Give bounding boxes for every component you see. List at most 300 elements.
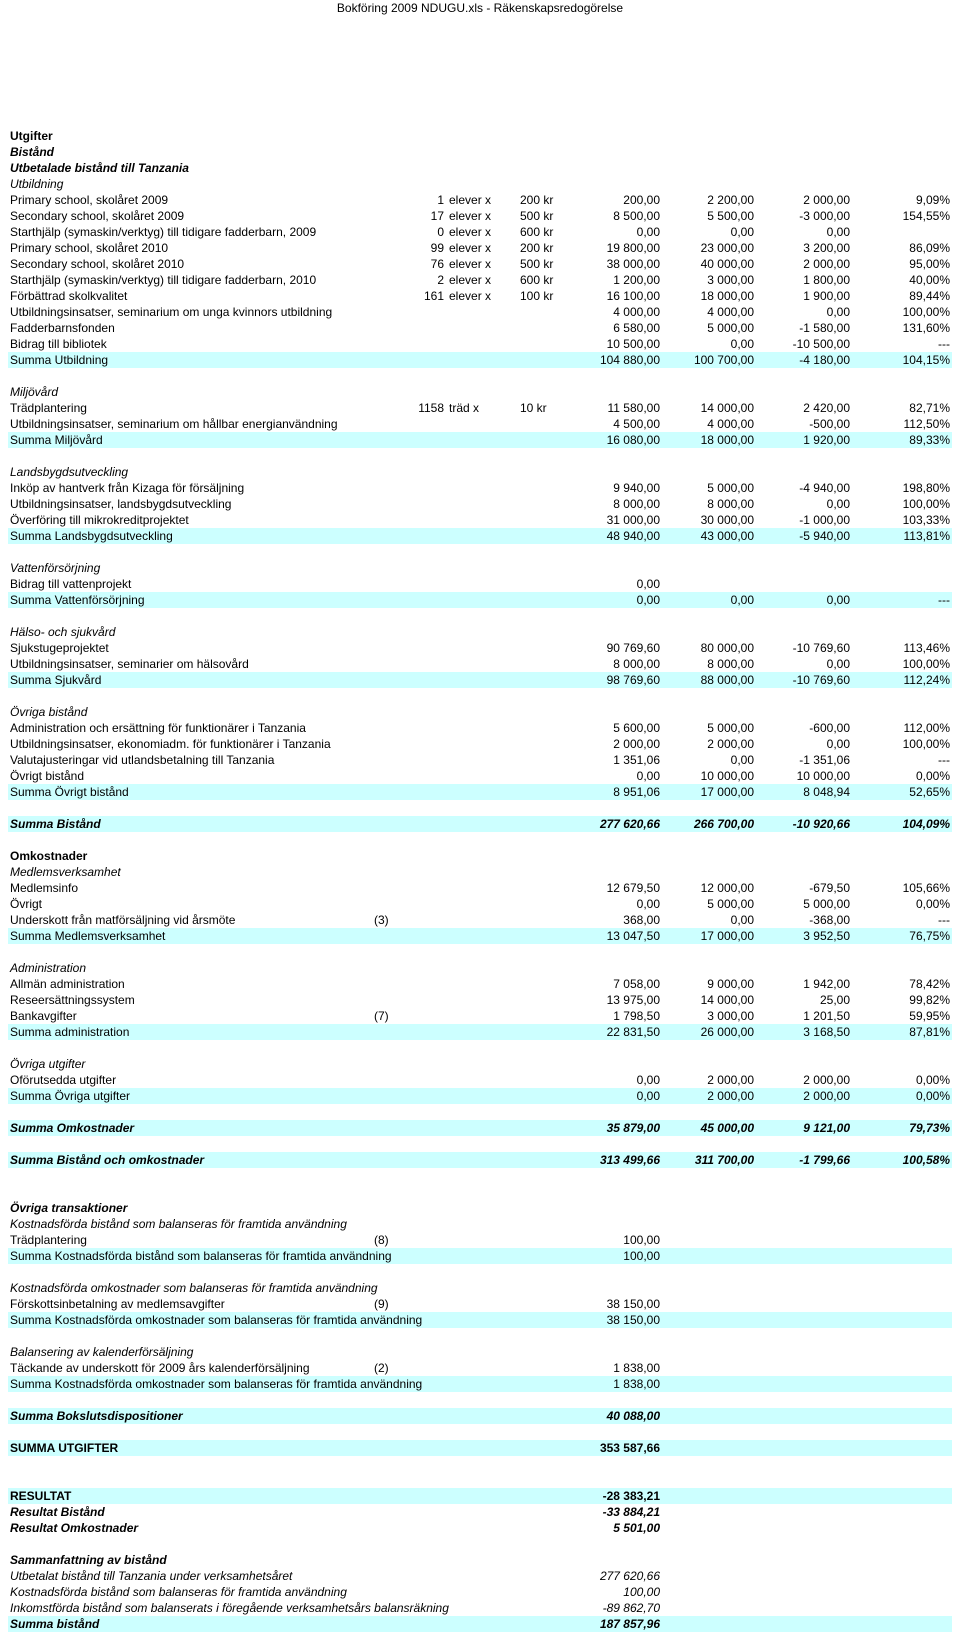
spacer-row <box>8 800 952 816</box>
row-difference: -1 580,00 <box>799 321 850 335</box>
row-label: Summa Kostnadsförda omkostnader som balanseras för framtida användning <box>10 1377 423 1391</box>
row-outcome: -28 383,21 <box>602 1489 660 1503</box>
row-percent: 100,00% <box>902 497 950 511</box>
row-percent: 113,46% <box>903 641 950 655</box>
row-budget: 5 000,00 <box>707 321 754 335</box>
ledger-row <box>8 160 952 176</box>
row-outcome: 40 088,00 <box>606 1409 660 1423</box>
ledger-row <box>8 656 952 672</box>
spacer-row <box>8 688 952 704</box>
row-outcome: 0,00 <box>636 897 660 911</box>
row-label: Utbildningsinsatser, seminarium om hållbar energianvändning <box>10 417 338 431</box>
row-outcome: 38 150,00 <box>606 1297 660 1311</box>
row-percent: 100,00% <box>902 305 950 319</box>
row-difference: 9 121,00 <box>803 1121 850 1135</box>
row-difference: -368,00 <box>809 913 850 927</box>
row-label: Bidrag till bibliotek <box>10 337 107 351</box>
ledger-row <box>8 1296 952 1312</box>
row-budget: 40 000,00 <box>700 257 754 271</box>
row-outcome: 6 580,00 <box>613 321 660 335</box>
ledger-row <box>8 1520 952 1536</box>
row-outcome: 4 000,00 <box>613 305 660 319</box>
row-label: Övriga transaktioner <box>10 1201 128 1215</box>
ledger-row <box>8 272 952 288</box>
ledger-row <box>8 1200 952 1216</box>
row-label: Secondary school, skolåret 2010 <box>10 257 185 271</box>
ledger-row <box>8 720 952 736</box>
row-unit: träd x <box>449 401 480 415</box>
row-budget: 3 000,00 <box>707 273 754 287</box>
row-outcome: 8 000,00 <box>613 497 660 511</box>
row-budget: 30 000,00 <box>700 513 754 527</box>
row-label: Bankavgifter <box>10 1009 77 1023</box>
row-outcome: 1 200,00 <box>613 273 660 287</box>
row-percent: 100,00% <box>902 657 950 671</box>
row-quantity: 76 <box>430 257 444 271</box>
row-outcome: 0,00 <box>636 593 660 607</box>
row-percent: --- <box>938 753 950 767</box>
row-label: Administration och ersättning för funktionärer i Tanzania <box>10 721 306 735</box>
ledger-row <box>8 880 952 896</box>
row-label: Resultat Omkostnader <box>10 1521 139 1535</box>
summary-row <box>8 1440 952 1456</box>
row-label: RESULTAT <box>10 1489 72 1503</box>
spacer-row <box>8 832 952 848</box>
row-percent: 87,81% <box>909 1025 950 1039</box>
row-budget: 266 700,00 <box>693 817 754 831</box>
summary-row <box>8 928 952 944</box>
row-difference: 1 800,00 <box>803 273 850 287</box>
row-label: Utbildningsinsatser, ekonomiadm. för funktionärer i Tanzania <box>10 737 331 751</box>
row-budget: 8 000,00 <box>707 497 754 511</box>
row-label: Utgifter <box>10 129 53 143</box>
ledger-row <box>8 256 952 272</box>
row-outcome: 35 879,00 <box>606 1121 660 1135</box>
row-budget: 2 000,00 <box>707 1089 754 1103</box>
row-label: Utbildningsinsatser, seminarier om hälsovård <box>10 657 249 671</box>
row-label: Kostnadsförda omkostnader som balanseras för framtida användning <box>10 1281 378 1295</box>
summary-row <box>8 1312 952 1328</box>
row-percent: 112,50% <box>903 417 950 431</box>
ledger-row <box>8 192 952 208</box>
row-difference: -1 799,66 <box>799 1153 850 1167</box>
row-outcome: 90 769,60 <box>606 641 660 655</box>
row-label: Underskott från matförsäljning vid årsmöte <box>10 913 236 927</box>
ledger-row <box>8 976 952 992</box>
row-quantity: 2 <box>437 273 444 287</box>
row-outcome: 313 499,66 <box>599 1153 660 1167</box>
row-percent: 86,09% <box>909 241 950 255</box>
row-budget: 2 000,00 <box>707 737 754 751</box>
row-label: Summa bistånd <box>10 1617 100 1631</box>
row-label: Summa administration <box>10 1025 130 1039</box>
ledger-row <box>8 768 952 784</box>
row-budget: 23 000,00 <box>700 241 754 255</box>
row-label: Administration <box>10 961 87 975</box>
row-label: Täckande av underskott för 2009 års kalenderförsäljning <box>10 1361 310 1375</box>
row-quantity: 99 <box>430 241 444 255</box>
summary-row <box>8 528 952 544</box>
row-outcome: 19 800,00 <box>606 241 660 255</box>
spacer-row <box>8 1184 952 1200</box>
row-label: Allmän administration <box>10 977 125 991</box>
row-budget: 5 500,00 <box>707 209 754 223</box>
row-outcome: 8 500,00 <box>613 209 660 223</box>
row-note: (2) <box>374 1361 389 1375</box>
row-percent: 89,44% <box>909 289 950 303</box>
row-percent: 95,00% <box>909 257 950 271</box>
ledger-row <box>8 176 952 192</box>
ledger-row <box>8 1232 952 1248</box>
row-label: Utbetalade bistånd till Tanzania <box>10 161 189 175</box>
row-quantity: 1 <box>437 193 444 207</box>
row-budget: 18 000,00 <box>700 433 754 447</box>
row-percent: --- <box>938 593 950 607</box>
row-difference: -679,50 <box>809 881 850 895</box>
row-label: Trädplantering <box>10 401 87 415</box>
row-label: Summa Bistånd och omkostnader <box>10 1153 205 1167</box>
spacer-row <box>8 1456 952 1472</box>
row-difference: 0,00 <box>826 497 850 511</box>
summary-row <box>8 352 952 368</box>
ledger-row <box>8 128 952 144</box>
ledger-row <box>8 960 952 976</box>
row-difference: -1 000,00 <box>799 513 850 527</box>
row-outcome: 10 500,00 <box>606 337 660 351</box>
spacer-row <box>8 1104 952 1120</box>
row-difference: 2 000,00 <box>803 257 850 271</box>
row-unit: elever x <box>449 289 492 303</box>
ledger-row <box>8 400 952 416</box>
row-budget: 2 200,00 <box>707 193 754 207</box>
row-label: Inkomstförda bistånd som balanserats i föregående verksamhetsårs balansräkning <box>10 1601 449 1615</box>
spacer-row <box>8 1264 952 1280</box>
row-budget: 18 000,00 <box>700 289 754 303</box>
row-outcome: 48 940,00 <box>606 529 660 543</box>
row-difference: 0,00 <box>826 593 850 607</box>
row-unit: elever x <box>449 257 492 271</box>
row-label: Förbättrad skolkvalitet <box>10 289 128 303</box>
row-budget: 0,00 <box>730 593 754 607</box>
row-outcome: 100,00 <box>623 1233 660 1247</box>
row-budget: 3 000,00 <box>707 1009 754 1023</box>
row-label: Summa Bokslutsdispositioner <box>10 1409 183 1423</box>
summary-row <box>8 432 952 448</box>
row-quantity: 0 <box>437 225 444 239</box>
row-budget: 0,00 <box>730 913 754 927</box>
ledger-row <box>8 208 952 224</box>
row-outcome: 38 150,00 <box>606 1313 660 1327</box>
row-percent: 0,00% <box>915 1073 950 1087</box>
ledger-row <box>8 512 952 528</box>
row-label: Summa Kostnadsförda bistånd som balanseras för framtida användning <box>10 1249 392 1263</box>
row-percent: 0,00% <box>915 1089 950 1103</box>
row-outcome: -33 884,21 <box>602 1505 660 1519</box>
ledger-row <box>8 1600 952 1616</box>
row-outcome: 5 600,00 <box>613 721 660 735</box>
ledger-row <box>8 144 952 160</box>
row-budget: 0,00 <box>730 337 754 351</box>
row-difference: 0,00 <box>826 657 850 671</box>
row-label: Summa Bistånd <box>10 817 101 831</box>
row-outcome: 277 620,66 <box>599 1569 660 1583</box>
ledger-row <box>8 416 952 432</box>
spacer-row <box>8 1392 952 1408</box>
row-quantity: 161 <box>423 289 444 303</box>
row-label: Primary school, skolåret 2009 <box>10 193 169 207</box>
row-difference: -4 940,00 <box>799 481 850 495</box>
row-difference: 5 000,00 <box>803 897 850 911</box>
row-label: Summa Utbildning <box>10 353 109 367</box>
summary-row <box>8 1152 952 1168</box>
row-budget: 311 700,00 <box>694 1153 754 1167</box>
row-budget: 80 000,00 <box>700 641 754 655</box>
row-label: Förskottsinbetalning av medlemsavgifter <box>10 1297 225 1311</box>
ledger-row <box>8 624 952 640</box>
row-difference: 10 000,00 <box>796 769 850 783</box>
row-percent: 105,66% <box>902 881 950 895</box>
row-outcome: 8 000,00 <box>613 657 660 671</box>
row-label: Valutajusteringar vid utlandsbetalning till Tanzania <box>10 753 275 767</box>
row-label: Summa Medlemsverksamhet <box>10 929 166 943</box>
document-header <box>0 0 960 16</box>
row-budget: 0,00 <box>730 225 754 239</box>
row-percent: 103,33% <box>902 513 950 527</box>
ledger-row <box>8 864 952 880</box>
row-label: Summa Kostnadsförda omkostnader som balanseras för framtida användning <box>10 1313 423 1327</box>
row-percent: 198,80% <box>902 481 950 495</box>
row-label: Omkostnader <box>10 849 88 863</box>
row-difference: 25,00 <box>819 993 850 1007</box>
ledger-row <box>8 480 952 496</box>
row-label: Oförutsedda utgifter <box>10 1073 117 1087</box>
row-label: Miljövård <box>10 385 59 399</box>
ledger-row <box>8 848 952 864</box>
ledger-row <box>8 1072 952 1088</box>
row-percent: 100,58% <box>902 1153 950 1167</box>
row-percent: 52,65% <box>909 785 950 799</box>
spacer-row <box>8 112 952 128</box>
row-outcome: 13 975,00 <box>606 993 660 1007</box>
row-difference: 8 048,94 <box>803 785 850 799</box>
row-percent: 154,55% <box>902 209 950 223</box>
row-label: Summa Övriga utgifter <box>10 1089 131 1103</box>
row-outcome: 0,00 <box>636 769 660 783</box>
summary-row <box>8 784 952 800</box>
row-budget: 14 000,00 <box>700 401 754 415</box>
row-outcome: -89 862,70 <box>602 1601 660 1615</box>
row-difference: 3 952,50 <box>803 929 850 943</box>
spacer-row <box>8 1328 952 1344</box>
row-label: Summa Omkostnader <box>10 1121 135 1135</box>
row-label: Summa Vattenförsörjning <box>10 593 145 607</box>
row-percent: 59,95% <box>909 1009 950 1023</box>
ledger-row <box>8 1216 952 1232</box>
row-budget: 4 000,00 <box>707 417 754 431</box>
spacer-row <box>8 1472 952 1488</box>
spacer-row <box>8 1536 952 1552</box>
row-unit-price: 200 kr <box>520 241 554 255</box>
spacer-row <box>8 1136 952 1152</box>
row-budget: 5 000,00 <box>707 481 754 495</box>
row-label: Övrigt <box>10 897 43 911</box>
row-outcome: 98 769,60 <box>606 673 660 687</box>
row-percent: 79,73% <box>909 1121 950 1135</box>
row-unit: elever x <box>449 273 492 287</box>
spacer-row <box>8 1424 952 1440</box>
row-label: Summa Sjukvård <box>10 673 102 687</box>
ledger-row <box>8 240 952 256</box>
ledger-row <box>8 560 952 576</box>
row-outcome: 2 000,00 <box>613 737 660 751</box>
row-label: Övriga bistånd <box>10 705 88 719</box>
row-label: Bidrag till vattenprojekt <box>10 577 132 591</box>
row-difference: 1 900,00 <box>803 289 850 303</box>
row-difference: 0,00 <box>826 225 850 239</box>
ledger-row <box>8 1280 952 1296</box>
ledger-row <box>8 896 952 912</box>
row-label: Summa Landsbygdsutveckling <box>10 529 173 543</box>
row-budget: 8 000,00 <box>707 657 754 671</box>
spacer-row <box>8 608 952 624</box>
row-outcome: 16 080,00 <box>606 433 660 447</box>
row-label: Överföring till mikrokreditprojektet <box>10 513 189 527</box>
row-label: Starthjälp (symaskin/verktyg) till tidigare fadderbarn, 2010 <box>10 273 317 287</box>
spacer-row <box>8 448 952 464</box>
row-percent: --- <box>938 913 950 927</box>
row-difference: -4 180,00 <box>799 353 850 367</box>
row-label: SUMMA UTGIFTER <box>10 1441 119 1455</box>
row-label: Vattenförsörjning <box>10 561 101 575</box>
ledger-row <box>8 1056 952 1072</box>
row-percent: 0,00% <box>915 897 950 911</box>
summary-row <box>8 1024 952 1040</box>
row-outcome: 1 838,00 <box>613 1377 660 1391</box>
row-budget: 5 000,00 <box>707 721 754 735</box>
row-difference: 1 942,00 <box>803 977 850 991</box>
summary-row <box>8 1488 952 1504</box>
summary-row <box>8 592 952 608</box>
row-outcome: 0,00 <box>636 577 660 591</box>
row-budget: 17 000,00 <box>700 929 754 943</box>
ledger-row <box>8 704 952 720</box>
row-label: Utbildningsinsatser, landsbygdsutveckling <box>10 497 232 511</box>
row-outcome: 22 831,50 <box>606 1025 660 1039</box>
row-unit-price: 10 kr <box>520 401 547 415</box>
ledger-row <box>8 320 952 336</box>
ledger-row <box>8 1552 952 1568</box>
ledger-row <box>8 576 952 592</box>
row-budget: 4 000,00 <box>707 305 754 319</box>
row-percent: 0,00% <box>915 769 950 783</box>
ledger-row <box>8 288 952 304</box>
row-outcome: 9 940,00 <box>613 481 660 495</box>
row-budget: 43 000,00 <box>700 529 754 543</box>
row-outcome: 4 500,00 <box>613 417 660 431</box>
row-note: (9) <box>374 1297 389 1311</box>
row-percent: 112,00% <box>903 721 950 735</box>
row-budget: 12 000,00 <box>700 881 754 895</box>
row-label: Trädplantering <box>10 1233 87 1247</box>
summary-row <box>8 1408 952 1424</box>
row-label: Balansering av kalenderförsäljning <box>10 1345 194 1359</box>
row-difference: -500,00 <box>809 417 850 431</box>
ledger-row <box>8 912 952 928</box>
row-budget: 14 000,00 <box>700 993 754 1007</box>
row-budget: 5 000,00 <box>707 897 754 911</box>
row-outcome: 11 580,00 <box>607 401 660 415</box>
row-outcome: 187 857,96 <box>599 1617 660 1631</box>
row-percent: 113,81% <box>903 529 950 543</box>
row-label: Utbetalat bistånd till Tanzania under verksamhetsåret <box>10 1569 293 1583</box>
row-label: Resultat Bistånd <box>10 1505 105 1519</box>
row-difference: 3 200,00 <box>803 241 850 255</box>
row-percent: 131,60% <box>902 321 950 335</box>
spacer-row <box>8 368 952 384</box>
row-difference: -10 769,60 <box>792 673 850 687</box>
ledger-row <box>8 336 952 352</box>
row-unit-price: 600 kr <box>520 225 554 239</box>
row-percent: 9,09% <box>915 193 950 207</box>
row-note: (3) <box>374 913 389 927</box>
row-label: Summa Miljövård <box>10 433 103 447</box>
row-budget: 88 000,00 <box>700 673 754 687</box>
row-unit-price: 500 kr <box>520 209 554 223</box>
row-percent: 99,82% <box>909 993 950 1007</box>
ledger-row <box>8 640 952 656</box>
row-difference: -3 000,00 <box>799 209 850 223</box>
row-percent: 89,33% <box>909 433 950 447</box>
row-outcome: 100,00 <box>623 1585 660 1599</box>
ledger-row <box>8 992 952 1008</box>
row-difference: -10 920,66 <box>792 817 850 831</box>
row-difference: 2 000,00 <box>803 1073 850 1087</box>
ledger-row <box>8 1008 952 1024</box>
row-outcome: 38 000,00 <box>606 257 660 271</box>
spacer-row <box>8 944 952 960</box>
summary-row <box>8 1088 952 1104</box>
row-label: Övriga utgifter <box>10 1057 86 1071</box>
row-unit-price: 500 kr <box>520 257 554 271</box>
row-label: Secondary school, skolåret 2009 <box>10 209 185 223</box>
row-unit-price: 100 kr <box>520 289 554 303</box>
row-label: Övrigt bistånd <box>10 769 85 783</box>
row-note: (7) <box>374 1009 389 1023</box>
ledger-row <box>8 384 952 400</box>
row-outcome: 353 587,66 <box>599 1441 660 1455</box>
row-difference: -600,00 <box>809 721 850 735</box>
ledger-row <box>8 1584 952 1600</box>
row-percent: 100,00% <box>902 737 950 751</box>
row-difference: 0,00 <box>826 305 850 319</box>
row-percent: 104,09% <box>902 817 950 831</box>
row-percent: 112,24% <box>903 673 950 687</box>
row-label: Reseersättningssystem <box>10 993 135 1007</box>
row-unit: elever x <box>449 193 492 207</box>
row-difference: 1 920,00 <box>803 433 850 447</box>
row-outcome: 16 100,00 <box>606 289 660 303</box>
row-quantity: 17 <box>430 209 444 223</box>
row-label: Bistånd <box>10 145 55 159</box>
row-budget: 0,00 <box>730 753 754 767</box>
row-difference: 2 000,00 <box>803 1089 850 1103</box>
row-outcome: 0,00 <box>636 225 660 239</box>
row-label: Fadderbarnsfonden <box>10 321 115 335</box>
row-budget: 10 000,00 <box>700 769 754 783</box>
row-outcome: 1 351,06 <box>613 753 660 767</box>
row-percent: 104,15% <box>902 353 950 367</box>
row-difference: 3 168,50 <box>803 1025 850 1039</box>
